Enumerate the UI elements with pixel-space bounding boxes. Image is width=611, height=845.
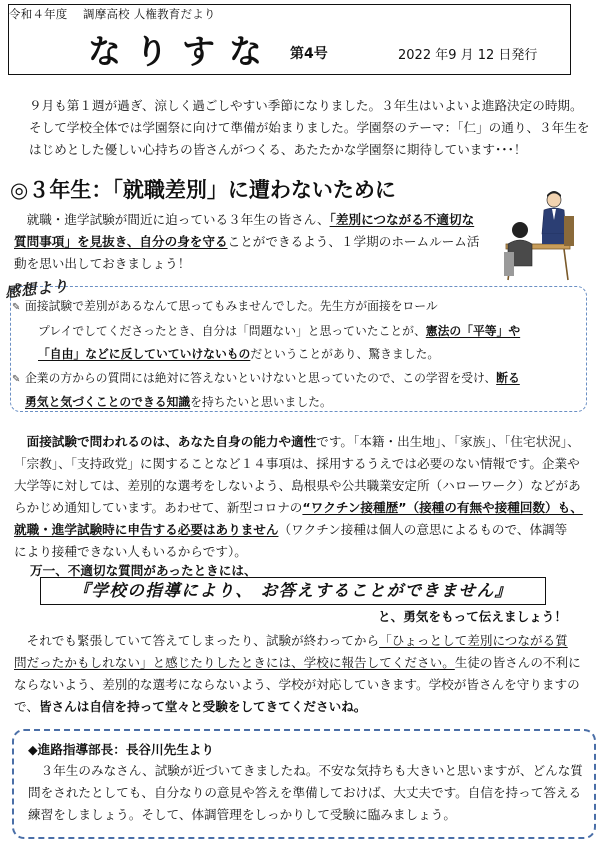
section-paragraph: 就職・進学試験が間近に迫っている３年生の皆さん、「差別につながる不適切な 質問事項」を見抜き、自分の身を守ることができるよう、１学期のホームルーム活 動を思い出しておきましょう！ bbox=[14, 212, 480, 271]
main-paragraph: 面接試験で問われるのは、あなた自身の能力や適性です。「本籍・出生地」、「家族」、「住宅状況」、 「宗教」、「支持政党」に関することなど１４事項は、採用するうえでは必要のない情報です。企業や 大学等に対しては、差別的な選考をしないよう、島根県や公共職業安定所（ハローワーク）などがあ らかじめ通知しています。あわせて、新型コロナの“ワクチン接種歴”（接種の有無や接種回数）も、 就職・進学試験時に申告する必要はありません（ワクチン接種は個人の意思によるもので、体調等 により接種できない人もいるからです）。 bbox=[14, 434, 583, 559]
feedback-label: 感想より bbox=[4, 276, 70, 302]
section-heading: ◎３年生：「就職差別」に遭わないために bbox=[10, 178, 396, 202]
issue-date: 2022 年9 月 12 日発行 bbox=[398, 48, 538, 63]
director-message: ３年生のみなさん、試験が近づいてきましたね。不安な気持ちも大きいと思いますが、どんな質 問をされたとしても、自分なりの意見や答えを準備しておけば、大丈夫です。自信を持って答える 練習をしましょう。そして、体調管理をしっかりして受験に臨みましょう。 bbox=[28, 763, 583, 822]
report-paragraph: それでも緊張していて答えてしまったり、試験が終わってから「ひょっとして差別につながる質 問だったかもしれない」と感じたりしたときには、学校に報告してください。生徒の皆さんの不利に ならないよう、差別的な選考にならないよう、学校が対応していきます。学校が皆さんを守りますの で、皆さんは自信を持って堂々と受験をしてきてくださいね。 bbox=[14, 633, 581, 714]
pencil-icon: ✎ bbox=[12, 302, 21, 313]
intro-line: そして学校全体では学園祭に向けて準備が始まりました。学園祭のテーマ：「仁」の通り、３年生を bbox=[29, 120, 590, 135]
refusal-phrase: 『学校の指導により、 お答えすることができません』 bbox=[40, 577, 546, 605]
school-line: 令和４年度 調摩高校 人権教育だより bbox=[9, 7, 216, 21]
intro-line: はじめとした優しい心持ちの皆さんがつくる、あたたかな学園祭に期待しています･･･！ bbox=[29, 142, 527, 157]
feedback-content: ✎ 面接試験で差別があるなんて思ってもみませんでした。先生方が面接をロール プレイでしてくださったとき、自分は「問題ない」と思っていたことが、憲法の「平等」や 「自由」などに反していていけないものだということがあり、驚きました。 ✎ 企業の方からの質問には絶対に答えないといけないと思っていたので、この学習を受け、断る 勇気と気づくことのできる知識を持ちたいと思いました。 bbox=[12, 295, 520, 415]
warning-line: 万一、不適切な質問があったときには、 bbox=[30, 563, 257, 578]
newsletter-title: なりすな bbox=[88, 32, 276, 71]
encouragement-line: と、勇気をもって伝えましょう！ bbox=[378, 609, 567, 624]
intro-line: ９月も第１週が過ぎ、涼しく過ごしやすい季節になりました。３年生はいよいよ進路決定の時期。 bbox=[29, 98, 583, 113]
pencil-icon: ✎ bbox=[12, 373, 21, 385]
director-title: ◆進路指導部長：長谷川先生より bbox=[28, 742, 214, 757]
issue-number: 第4号 bbox=[290, 46, 328, 62]
intro-paragraph bbox=[29, 95, 589, 161]
interview-illustration bbox=[498, 186, 586, 282]
